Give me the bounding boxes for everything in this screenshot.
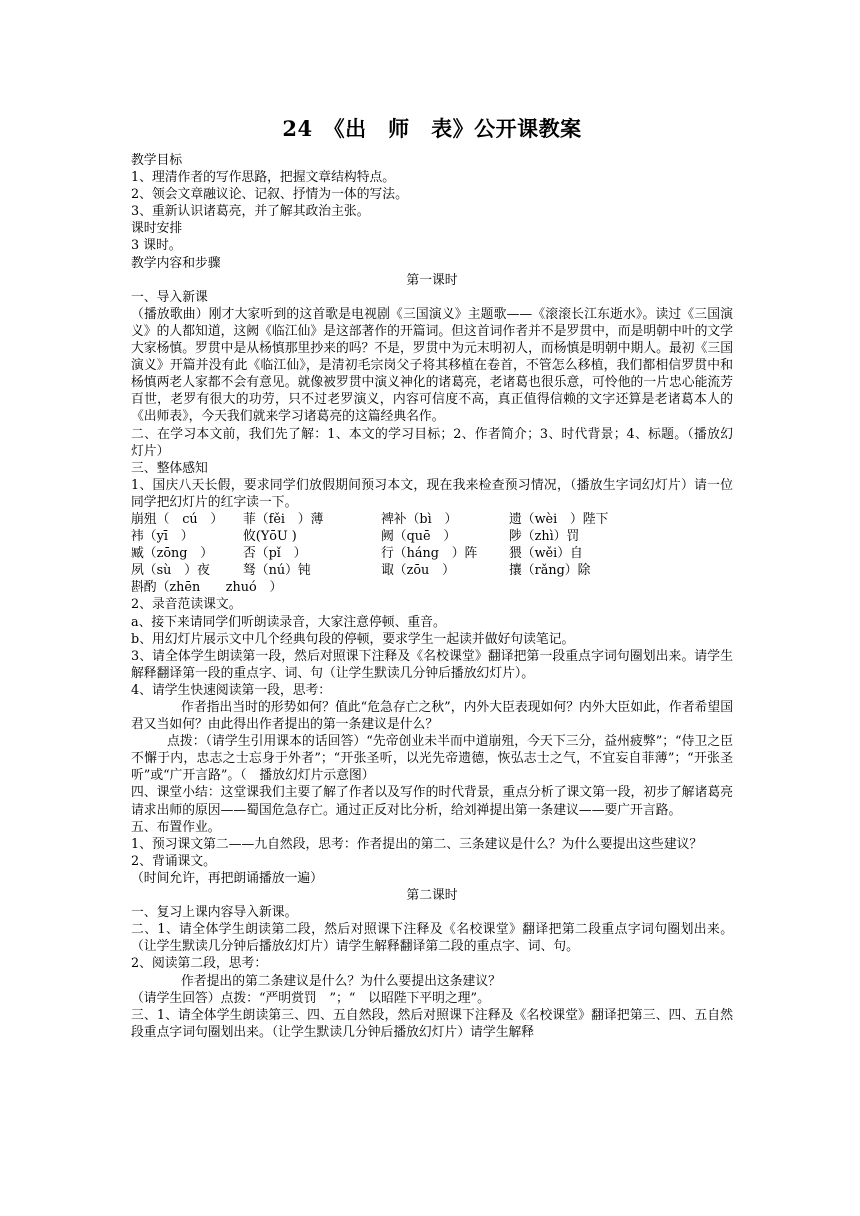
pinyin-cell: 夙（sù ）夜	[131, 563, 210, 579]
hint-text: 点拨：（请学生引用课本的话回答）“先帝创业未半而中道崩殂，今天下三分，益州疲弊”；“侍卫之臣不懈于内，忠志之士忘身于外者”；“开张圣听，以光先帝遗德，恢弘志士之气，不宜妄自菲薄”；“开张圣听”或“广开言路”。（ 播放幻灯片示意图）	[131, 734, 733, 784]
objective-item: 1、理清作者的写作思路，把握文章结构特点。	[131, 170, 396, 186]
pinyin-cell: 陟（zhì）罚	[509, 529, 580, 545]
section-line: 一、复习上课内容导入新课。	[131, 905, 298, 921]
objective-item: 2、领会文章融议论、记叙、抒情为一体的写法。	[131, 187, 408, 203]
hint-line: （请学生回答）点拨：“严明赏罚 ”；“ 以昭陛下平明之理”。	[131, 990, 490, 1006]
pinyin-cell: 攸(YōU )	[243, 529, 297, 545]
pinyin-row	[131, 528, 733, 545]
pinyin-cell: 攘（rǎng）除	[509, 563, 591, 579]
objectives-heading: 教学目标	[131, 153, 183, 168]
hint-paragraph	[131, 733, 733, 784]
pinyin-table	[131, 511, 733, 596]
homework-item: 2、背诵课文。	[131, 853, 216, 869]
lesson1-heading: 第一课时	[406, 272, 458, 288]
step-line: a、接下来请同学们听朗读录音，大家注意停顿、重音。	[131, 614, 446, 630]
section-heading: 一、导入新课	[131, 289, 208, 305]
section-paragraph: 二、在学习本文前，我们先了解：1、本文的学习目标；2、作者简介；3、时代背景；4、标题。（播放幻灯片）	[131, 426, 733, 459]
pinyin-cell: 否（pǐ ）	[243, 546, 307, 562]
lesson2-heading: 第二课时	[406, 888, 458, 904]
schedule-heading: 课时安排	[131, 221, 183, 237]
pinyin-row	[131, 511, 733, 528]
section-heading: 五、布置作业。	[131, 819, 221, 835]
summary-paragraph: 四、课堂小结：这堂课我们主要了解了作者以及写作的时代背景，重点分析了课文第一段，初步了解诸葛亮请求出师的原因——蜀国危急存亡。通过正反对比分析，给刘禅提出第一条建议——要广开言路。	[131, 785, 733, 818]
step-paragraph: 1、国庆八天长假，要求同学们放假期间预习本文，现在我来检查预习情况，（播放生字词幻灯片）请一位同学把幻灯片的红字读一下。	[131, 477, 733, 510]
pinyin-row	[131, 545, 733, 562]
pinyin-cell: 裨补（bì ）	[381, 511, 458, 527]
section-heading: 三、整体感知	[131, 460, 208, 476]
pinyin-cell: 袆（yī ）	[131, 529, 194, 545]
document-title: 24 《出 师 表》公开课教案	[282, 116, 582, 141]
question-text: 作者提出的第二条建议是什么？为什么要提出这条建议？	[181, 973, 501, 989]
note-line: （时间允许，再把朗诵播放一遍）	[131, 870, 323, 886]
lesson-plan-document	[131, 112, 733, 1041]
pinyin-cell: 菲（fěi ）薄	[243, 511, 324, 527]
pinyin-cell: 猥（wěi）自	[509, 546, 583, 562]
pinyin-cell: 遗（wèi ）陛下	[509, 511, 609, 527]
intro-paragraph: （播放歌曲）刚才大家听到的这首歌是电视剧《三国演义》主题歌——《滚滚长江东逝水》。读过《三国演义》的人都知道，这阙《临江仙》是这部著作的开篇词。但这首词作者并不是罗贯中，而是明朝中叶的文学大家杨慎。罗贯中是从杨慎那里抄来的吗？不是，罗贯中为元末明初人，而杨慎是明朝中期人。最初《三国演义》开篇并没有此《临江仙》，是清初毛宗岗父子将其移植在卷首，不管怎么移植，我们都相信罗贯中和杨慎两老人家都不会有意见。就像被罗贯中演义神化的诸葛亮，老诸葛也很乐意，可怜他的一片忠心能流芳百世，老罗有很大的功劳，只不过老罗演义，内容可信度不高，真正值得信赖的文字还算是老诸葛本人的《出师表》，今天我们就来学习诸葛亮的这篇经典名作。	[131, 306, 733, 425]
objective-item: 3、重新认识诸葛亮，并了解其政治主张。	[131, 204, 370, 220]
schedule-text: 3 课时。	[131, 238, 182, 254]
homework-item: 1、预习课文第二——九自然段，思考：作者提出的第二、三条建议是什么？为什么要提出这些建议？	[131, 836, 703, 852]
step-line: 4、请学生快速阅读第一段，思考：	[131, 682, 332, 698]
pinyin-cell: 臧（zōng ）	[131, 546, 214, 562]
question-paragraph	[131, 973, 733, 990]
step-paragraph: 二、1、请全体学生朗读第二段，然后对照课下注释及《名校课堂》翻译把第二段重点字词句圈划出来。（让学生默读几分钟后播放幻灯片）请学生解释翻译第二段的重点字、词、句。	[131, 922, 733, 955]
step-line: 2、阅读第二段，思考：	[131, 956, 268, 972]
pinyin-cell: 斟酌（zhēn zhuó ）	[131, 580, 283, 596]
content-heading: 教学内容和步骤	[131, 255, 221, 271]
step-line: 2、录音范读课文。	[131, 597, 242, 613]
step-line: b、用幻灯片展示文中几个经典句段的停顿，要求学生一起读并做好句读笔记。	[131, 631, 575, 647]
pinyin-cell: 驽（nú）钝	[243, 563, 311, 579]
question-paragraph	[131, 699, 733, 733]
pinyin-cell: 崩殂（ cú ）	[131, 511, 224, 527]
pinyin-cell: 阙（quē ）	[381, 529, 457, 545]
pinyin-cell: 行（háng ）阵	[381, 546, 478, 562]
pinyin-cell: 诹（zōu ）	[381, 563, 455, 579]
pinyin-row	[131, 562, 733, 579]
step-paragraph: 三、1、请全体学生朗读第三、四、五自然段，然后对照课下注释及《名校课堂》翻译把第三、四、五自然段重点字词句圈划出来。（让学生默读几分钟后播放幻灯片）请学生解释	[131, 1007, 733, 1040]
question-text: 作者指出当时的形势如何？值此“危急存亡之秋”，内外大臣表现如何？内外大臣如此，作者希望国君又当如何？由此得出作者提出的第一条建议是什么？	[131, 700, 733, 733]
step-paragraph: 3、请全体学生朗读第一段，然后对照课下注释及《名校课堂》翻译把第一段重点字词句圈划出来。请学生解释翻译第一段的重点字、词、句（让学生默读几分钟后播放幻灯片）。	[131, 648, 733, 681]
